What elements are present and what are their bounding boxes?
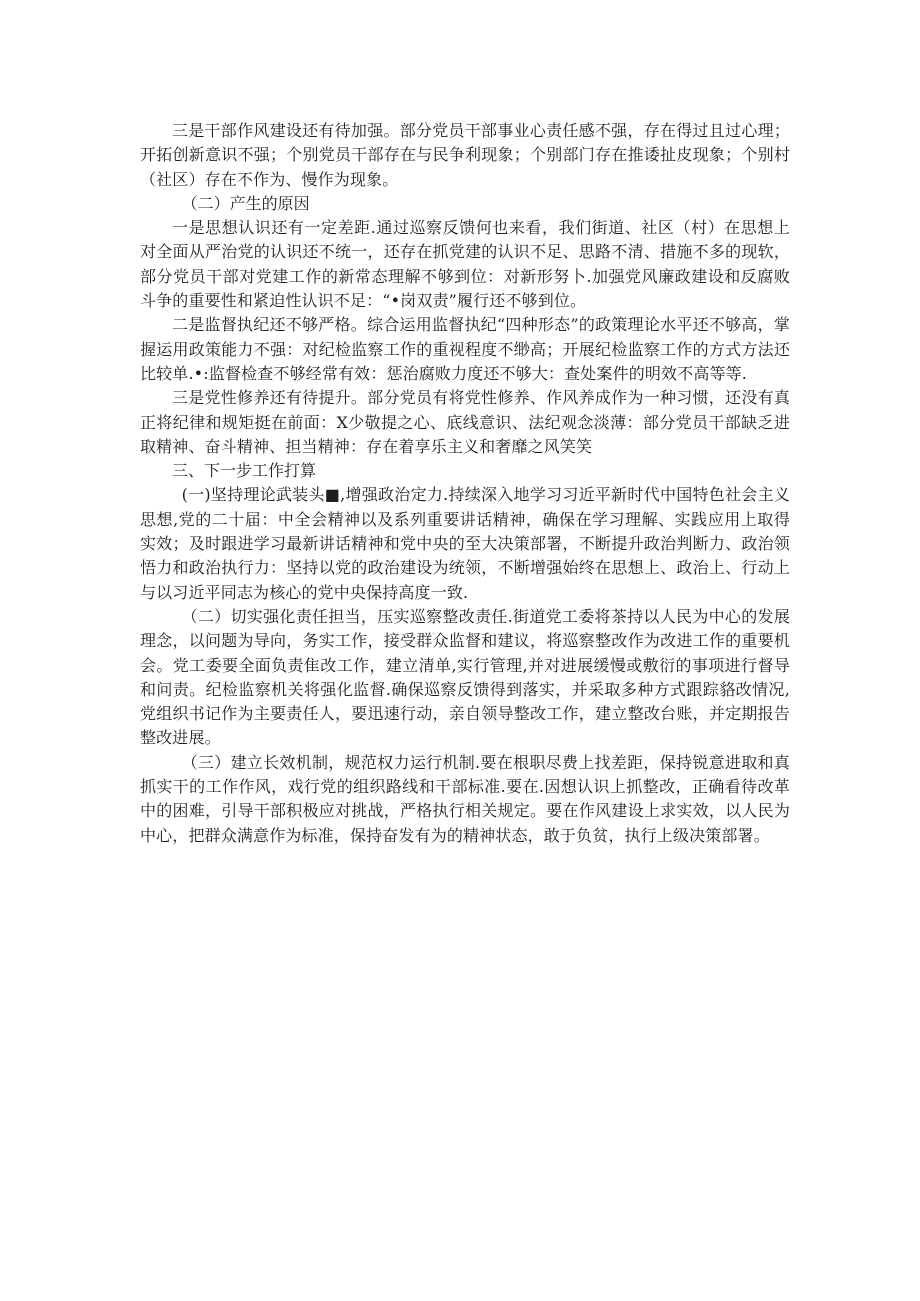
paragraph-ideological-gap: 一是思想认识还有一定差距.通过巡察反馈何也来看，我们街道、社区（村）在思想上对全面从严治党的认识还不统一，还存在抓党建的认识不足、思路不清、措施不多的现软，部分党员干部对党建工作的新常态理解不够到位：对新形努卜.加强党风廉政建设和反腐败斗争的重要性和紧迫性认识不足：“•岗双责”履行还不够到位。 (140, 218, 790, 311)
document-body (140, 119, 790, 848)
paragraph-party-spirit: 三是党性修养还有待提升。部分党员有将党性修养、作风养成作为一种习惯，还没有真正将纪律和规矩挺在前面：X少敬提之心、底线意识、法纪观念淡薄：部分党员干部缺乏进取精神、奋斗精神、担当精神：存在着享乐主义和奢靡之风笑笑 (140, 388, 790, 456)
paragraph-supervision: 二是监督执纪还不够严格。综合运用监督执纪“四种形态”的政策理论水平还不够高，掌握运用政策能力不强：对纪检监察工作的重视程度不缈高；开展纪检监察工作的方式方法还比较单.•:监督检查不够经常有效：惩治腐败力度还不够大：查处案件的明效不高等等. (140, 315, 790, 383)
paragraph-responsibility: （二）切实强化责任担当，压实巡察整改责任.街道党工委将茶持以人民为中心的发展理念，以问题为导向，务实工作，接受群众监督和建议，将巡察整改作为改进工作的重要机会。党工委要全面负责隹改工作，建立清单,实行管理,并对进展缓慢或敷衍的事项进行督导和问责。纪检监察机关将强化监督.确保巡察反馈得到落实，并采取多种方式跟踪貉改情况,党组织书记作为主要责任人，要迅速行动，亲自领导整改工作，建立整改台账，并定期报告整改进展。 (140, 606, 790, 748)
subheading-causes: （二）产生的原因 (181, 193, 310, 213)
section-heading-next-steps: 三、下一步工作打算 (172, 461, 317, 481)
paragraph-cadre-style: 三是干部作风建设还有待加强。部分党员干部事业心责任感不强，存在得过且过心理；开拓创新意识不强；个别党员干部存在与民争利现象；个别部门存在推诿扯皮现象；个别村（社区）存在不作为、慢作为现象。 (140, 121, 790, 189)
paragraph-long-term-mechanism: （三）建立长效机制，规范权力运行机制.要在根职尽费上找差距，保持锐意进取和真抓实干的工作作风，戏行党的组织路线和干部标准.要在.因想认识上抓整改，正确看待改革中的困难，引导干部积极应对挑战，严格执行相关规定。要在作风建设上求实效，以人民为中心，把群众满意作为标准，保持奋发有为的精神状态，敢于负贫，执行上级决策部署。 (140, 752, 790, 845)
paragraph-theory-armament: (一)坚持理论武装头■,增强政治定力.持续深入地学习习近平新时代中国特色社会主义思想,党的二十届：中全会精神以及系列重要讲话精神，确保在学习理解、实践应用上取得实效；及时跟进学习最新讲话精神和党中央的至大决策部署，不断提升政治判断力、政治领悟力和政治执行力：坚持以党的政治建设为统领，不断增强始终在思想上、政治上、行动上与以习近平同志为核心的党中央保持高度一致. (140, 485, 790, 602)
